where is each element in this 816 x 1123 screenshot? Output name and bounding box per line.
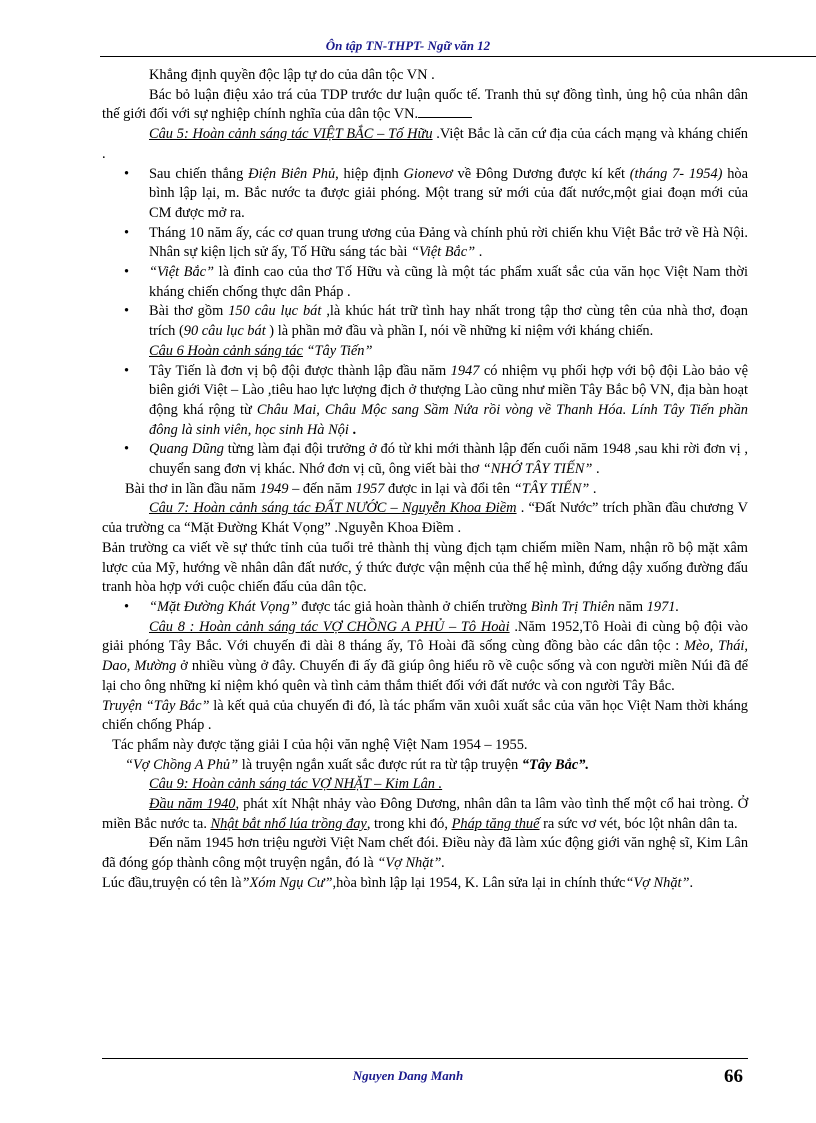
paragraph: Bác bỏ luận điệu xảo trá của TDP trước dư luận quốc tế. Tranh thủ sự đồng tình, ủng hộ của nhân dân thế giới đối với sự nghiệp chính nghĩa của dân tộc VN. xyxy=(102,86,748,123)
bullet-icon: • xyxy=(124,362,130,379)
header-rule xyxy=(100,56,816,57)
footer-author: Nguyen Dang Manh xyxy=(352,1068,464,1083)
question-6-title: Câu 6 Hoàn cảnh sáng tác xyxy=(149,342,303,359)
paragraph: “Vợ Chồng A Phủ” là truyện ngắn xuất sắc được rút ra từ tập truyện “Tây Bắc”. xyxy=(125,756,589,773)
page-number: 66 xyxy=(724,1066,743,1087)
bullet-icon: • xyxy=(124,441,130,458)
question-8-title: Câu 8 : Hoàn cảnh sáng tác VỢ CHỒNG A PHỦ – Tô Hoài xyxy=(149,618,510,635)
page-header-title: Ôn tập TN-THPT- Ngữ văn 12 xyxy=(325,38,491,53)
paragraph: Bản trường ca viết về sự thức tỉnh của tuổi trẻ thành thị vùng địch tạm chiếm miền Nam, nhận rõ bộ mặt xâm lược của Mỹ, hướng về nhân dân đất nước, ý thức được vận mệnh của thế hệ mình, đứng dậy xuống đường đấu tranh hòa hợp với cuộc chiến đấu của dân tộc. xyxy=(102,539,748,596)
footer-rule xyxy=(102,1058,748,1059)
paragraph: Đến năm 1945 hơn triệu người Việt Nam chết đói. Điều này đã làm xúc động giới văn nghệ sĩ, Kim Lân đã đóng góp thành công một truyện ngắn, đó là “Vợ Nhặt”. xyxy=(102,835,749,872)
question-5: Câu 5: Hoàn cảnh sáng tác VIỆT BẮC – Tố Hữu .Việt Bắc là căn cứ địa của cách mạng và kháng chiến . xyxy=(102,126,748,162)
bullet-item: • Quang Dũng từng làm đại đội trưởng ở đó từ khi mới thành lập đến cuối năm 1948 ,sau khi rời đơn vị , chuyển sang đơn vị khác. Nhớ đơn vị cũ, ông viết bài thơ “NHỚ TÂY TIẾN” . xyxy=(124,441,749,478)
bullet-icon: • xyxy=(124,264,130,281)
bullet-item: • Sau chiến thắng Điện Biên Phủ, hiệp định Gionevơ về Đông Dương được kí kết (tháng 7- 1954) hòa bình lập lại, m. Bắc nước ta được giải phóng. Một trang sử mới của đất nước,một giai đoạn mới của CM được mở ra. xyxy=(124,165,748,221)
bullet-item: • “Việt Bắc” là đỉnh cao của thơ Tố Hữu và cũng là một tác phẩm xuất sắc của văn học Việt Nam thời kháng chiến chống thực dân Pháp . xyxy=(124,264,748,300)
paragraph: Đầu năm 1940, phát xít Nhật nhảy vào Đông Dương, nhân dân ta lâm vào tình thế một cổ hai tròng. Ở miền Bắc nước ta. Nhật bắt nhổ lúa trồng đay, trong khi đó, Pháp tăng thuế ra sức vơ vét, bóc lột nhân dân ta. xyxy=(102,796,748,832)
paragraph: Truyện “Tây Bắc” là kết quả của chuyến đi đó, là tác phẩm văn xuôi xuất sắc của văn học Việt Nam thời kháng chiến chống Pháp . xyxy=(102,697,749,734)
bullet-item: • “Mặt Đường Khát Vọng” được tác giả hoàn thành ở chiến trường Bình Trị Thiên năm 1971. xyxy=(102,598,748,618)
question-8: Câu 8 : Hoàn cảnh sáng tác VỢ CHỒNG A PHỦ – Tô Hoài .Năm 1952,Tô Hoài đi cùng bộ đội vào giải phóng Tây Bắc. Với chuyến đi dài 8 tháng ấy, Tô Hoài đã sống cùng đồng bào các dân tộc : Mèo, Thái, Dao, Mường ở nhiều vùng ở đây. Chuyến đi ấy đã giúp ông hiểu rõ về cuộc sống và con người miền Núi đã để lại cho ông những kỉ niệm khó quên và tình cảm thắm thiết đối với đất nước và con người Tây Bắc. xyxy=(102,618,748,694)
blank-line xyxy=(418,105,472,118)
question-9 xyxy=(102,775,748,795)
question-7-title: Câu 7: Hoàn cảnh sáng tác ĐẤT NƯỚC – Nguyễn Khoa Điềm xyxy=(149,500,517,517)
question-7: Câu 7: Hoàn cảnh sáng tác ĐẤT NƯỚC – Nguyễn Khoa Điềm . “Đất Nước” trích phần đầu chương V của trường ca “Mặt Đường Khát Vọng” .Nguyễn Khoa Điềm . xyxy=(102,500,748,537)
question-6: Câu 6 Hoàn cảnh sáng tác “Tây Tiến” xyxy=(149,342,373,359)
bullet-icon: • xyxy=(124,224,130,241)
bullet-icon: • xyxy=(124,598,130,615)
paragraph: Bài thơ in lần đầu năm 1949 – đến năm 1957 được in lại và đổi tên “TÂY TIẾN” . xyxy=(125,480,597,497)
bullet-item: • Tây Tiến là đơn vị bộ đội được thành lập đầu năm 1947 có nhiệm vụ phối hợp với bộ đội Lào bảo vệ biên giới Việt – Lào ,tiêu hao lực lượng địch ở thượng Lào cũng như miền Tây Bắc bộ VN, địa bàn hoạt động khá rộng từ Châu Mai, Châu Mộc sang Sầm Nứa rồi vòng về Thanh Hóa. Lính Tây Tiến phần đông là sinh viên, học sinh Hà Nội . xyxy=(124,362,749,438)
bullet-icon: • xyxy=(124,165,130,182)
bullet-icon: • xyxy=(124,303,130,320)
bullet-item: • Tháng 10 năm ấy, các cơ quan trung ương của Đảng và chính phủ rời chiến khu Việt Bắc trở về Hà Nội. Nhân sự kiện lịch sử ấy, Tố Hữu sáng tác bài “Việt Bắc” . xyxy=(124,224,748,261)
bullet-item: • Bài thơ gồm 150 câu lục bát ,là khúc hát trữ tình hay nhất trong tập thơ cùng tên của nhà thơ, đoạn trích (90 câu lục bát ) là phần mở đầu và phần I, nói về những kỉ niệm với kháng chiến. xyxy=(124,303,748,340)
paragraph: Tác phẩm này được tặng giải I của hội văn nghệ Việt Nam 1954 – 1955. xyxy=(112,736,528,753)
question-5-title: Câu 5: Hoàn cảnh sáng tác VIỆT BẮC – Tố Hữu xyxy=(149,126,433,143)
paragraph: Khẳng định quyền độc lập tự do của dân tộc VN . xyxy=(149,67,435,83)
document-body xyxy=(102,66,748,894)
question-9-title: Câu 9: Hoàn cảnh sáng tác VỢ NHẶT – Kim Lân . xyxy=(149,776,443,793)
paragraph: Lúc đầu,truyện có tên là”Xóm Ngụ Cư”,hòa bình lập lại 1954, K. Lân sửa lại in chính thức“Vợ Nhặt”. xyxy=(102,874,694,891)
